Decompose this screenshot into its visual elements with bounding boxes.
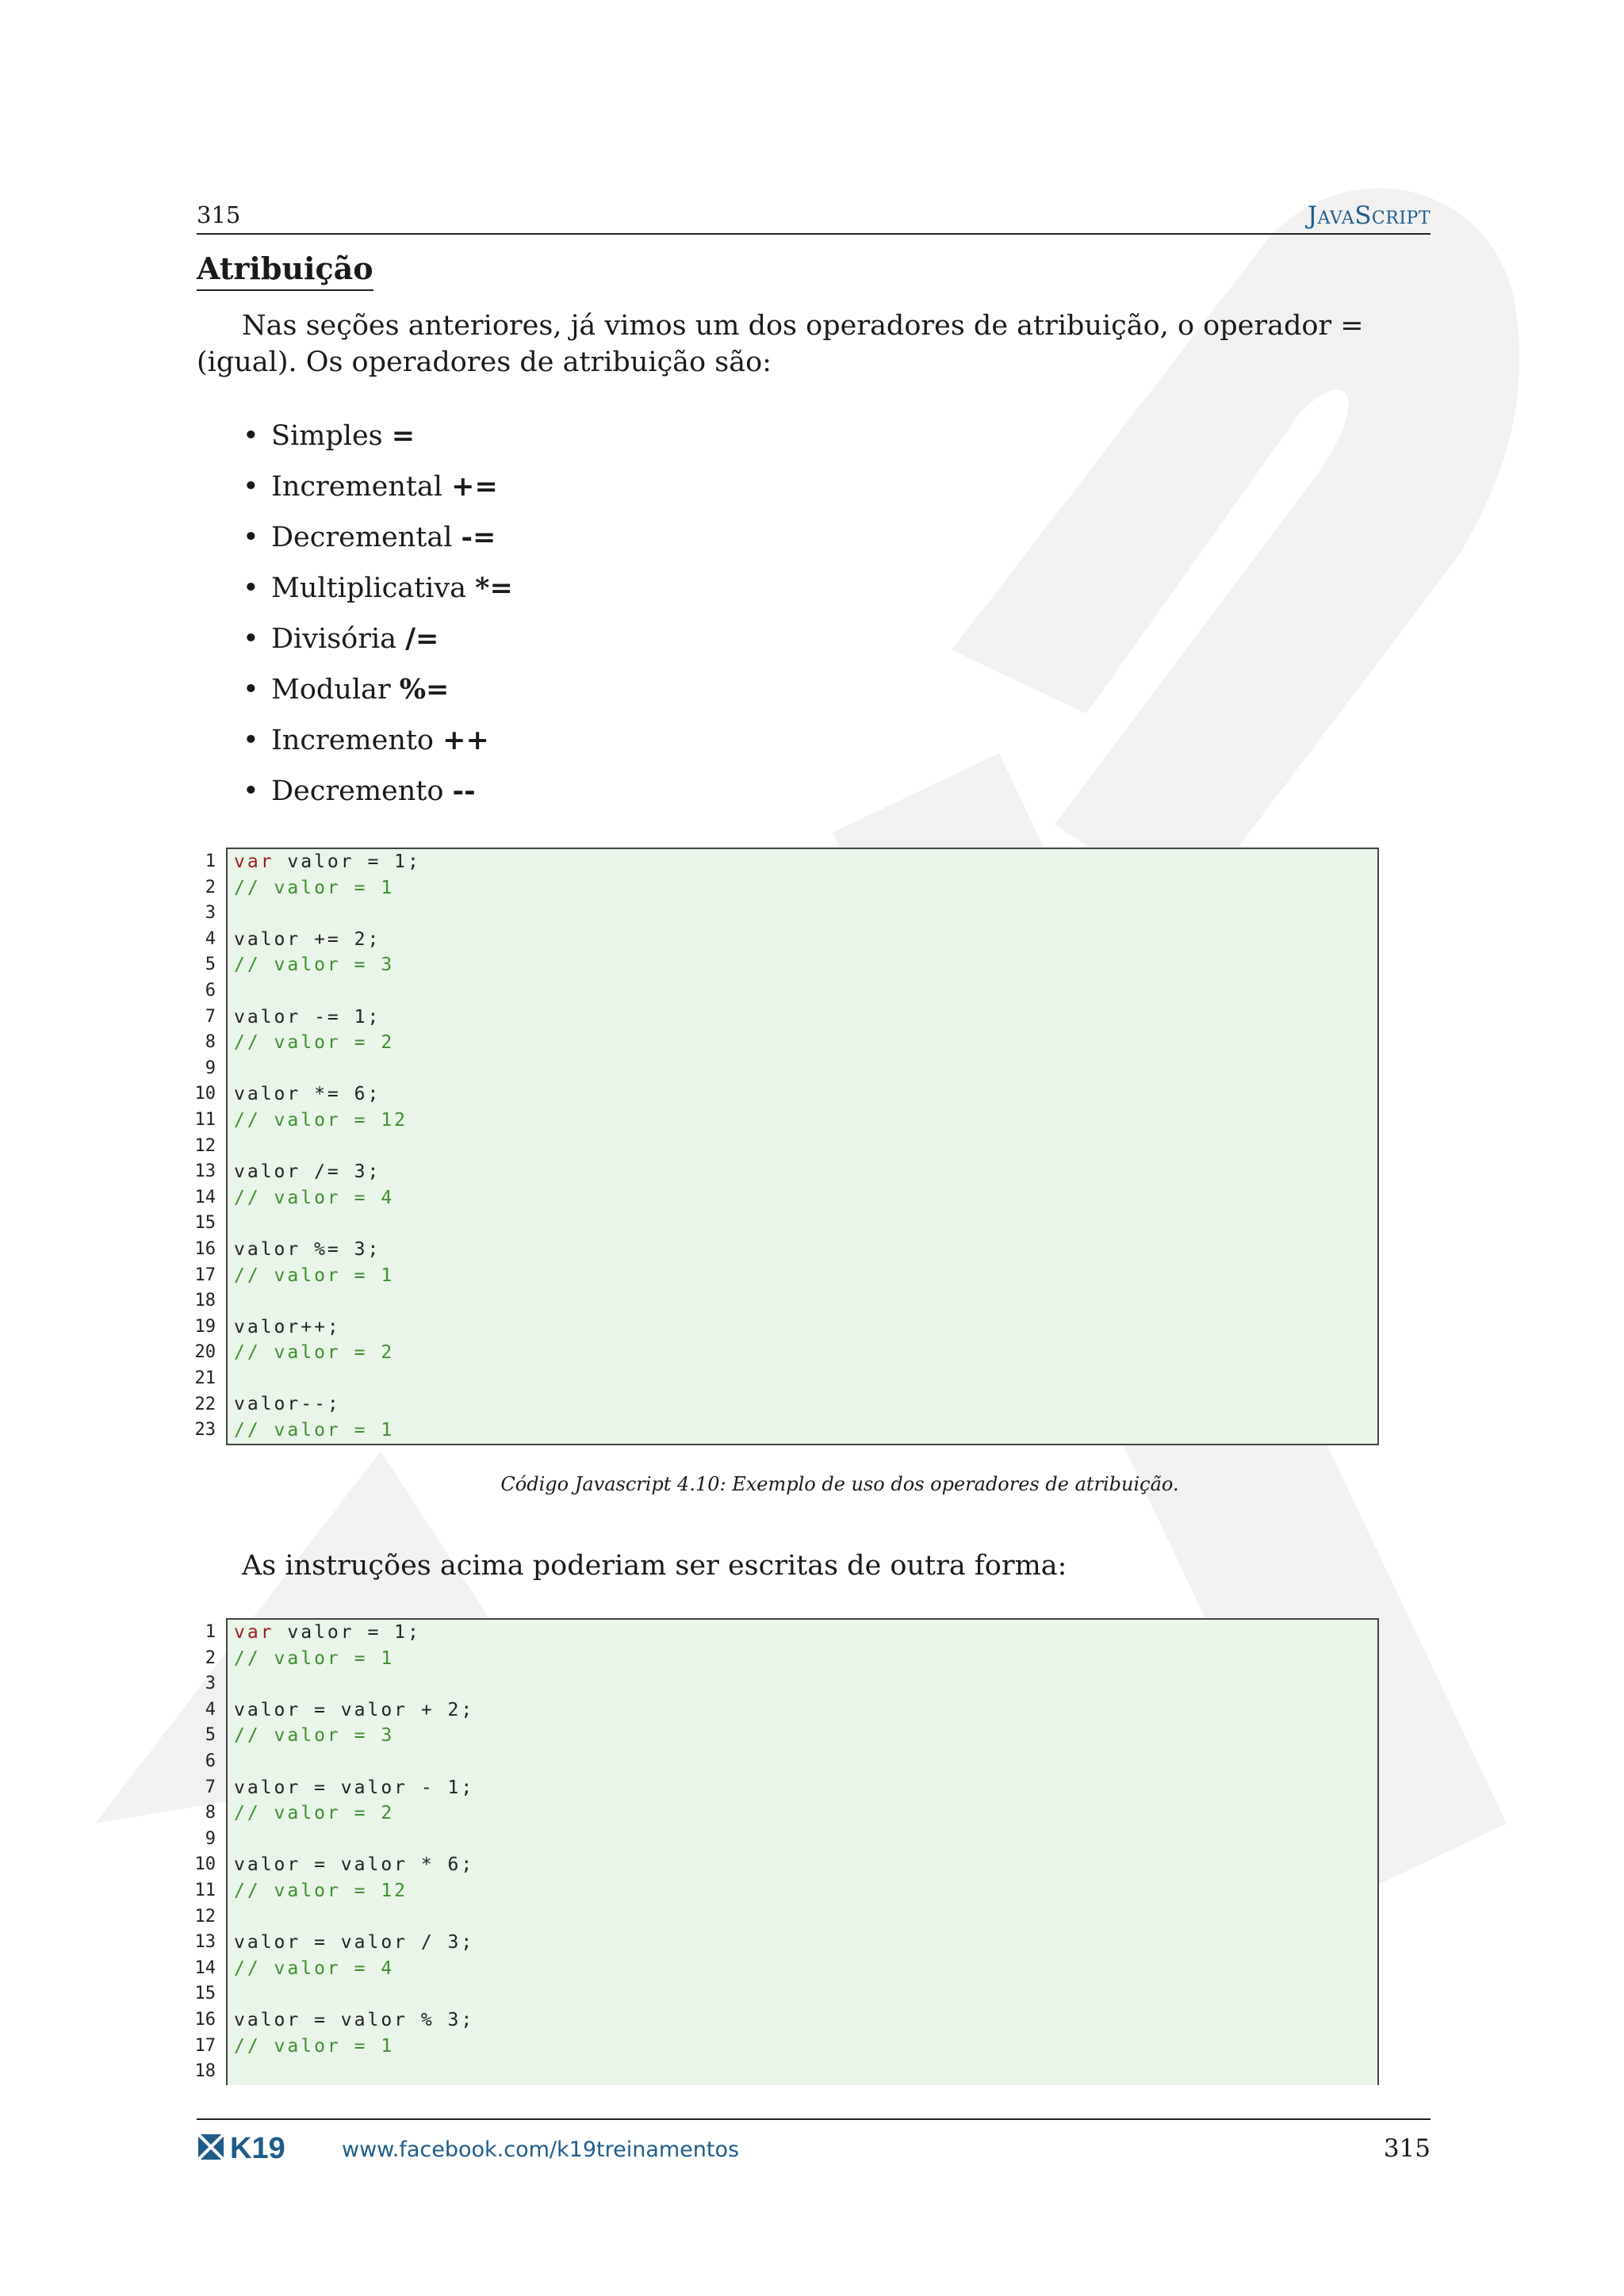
line-number: 20 (194, 1342, 216, 1363)
footer-url-link[interactable]: www.facebook.com/k19treinamentos (342, 2137, 740, 2162)
line-number: 19 (194, 1316, 216, 1337)
intro-paragraph: Nas seções anteriores, já vimos um dos operadores de atribuição, o operador = (igual). Os operadores de atribuição são: (197, 310, 1364, 378)
keyword-var: var (234, 851, 274, 872)
line-number: 12 (194, 1135, 216, 1156)
operators-list (238, 418, 513, 824)
svg-text:K19: K19 (230, 2133, 285, 2161)
code-line (228, 1211, 1377, 1237)
line-number: 6 (205, 1751, 216, 1771)
line-number: 16 (194, 2010, 216, 2030)
header-page-number: 315 (197, 201, 241, 228)
line-number: 3 (205, 903, 216, 924)
line-number: 12 (194, 1906, 216, 1927)
line-number: 7 (205, 1006, 216, 1027)
code-line: // valor = 3 (234, 1725, 395, 1747)
code-line: var valor = 1; (234, 1622, 421, 1643)
operator-list-item (238, 570, 513, 621)
line-number: 23 (194, 1420, 216, 1441)
code-line: // valor = 12 (234, 1880, 408, 1901)
line-number: 10 (194, 1084, 216, 1104)
operator-name: Multiplicativa (271, 572, 466, 604)
operator-list-item (238, 469, 513, 519)
code-line (228, 901, 1377, 927)
line-number: 1 (205, 851, 216, 871)
code-line: // valor = 12 (234, 1109, 408, 1131)
code-line (228, 1749, 1377, 1775)
code-line (228, 1827, 1377, 1853)
line-number: 13 (194, 1932, 216, 1953)
code-line: // valor = 2 (234, 1342, 395, 1364)
operator-name: Incremento (271, 725, 434, 756)
listing-caption: Código Javascript 4.10: Exemplo de uso dos operadores de atribuição. (500, 1473, 1179, 1495)
code-line: // valor = 2 (234, 1803, 395, 1824)
operator-list-item (238, 672, 513, 722)
line-number: 14 (194, 1187, 216, 1207)
paragraph-2: As instruções acima poderiam ser escritas de outra forma: (242, 1550, 1067, 1582)
line-number: 21 (194, 1368, 216, 1388)
line-number: 8 (205, 1803, 216, 1823)
line-number: 2 (205, 1647, 216, 1668)
code-line: valor = valor + 2; (234, 1699, 475, 1720)
line-number: 18 (194, 2061, 216, 2082)
line-number: 3 (205, 1674, 216, 1694)
code-line: // valor = 4 (234, 1957, 395, 1979)
code-block (226, 848, 1379, 1445)
code-line: // valor = 1 (234, 2035, 395, 2057)
operator-list-item (238, 773, 513, 824)
line-number: 6 (205, 981, 216, 1001)
operator-symbol: %= (399, 673, 450, 706)
line-number: 15 (194, 1984, 216, 2004)
line-number: 4 (205, 928, 216, 949)
operator-name: Simples (271, 420, 383, 452)
line-number: 5 (205, 955, 216, 975)
line-number: 18 (194, 1291, 216, 1311)
line-number: 13 (194, 1161, 216, 1182)
line-number: 1 (205, 1622, 216, 1642)
line-number: 17 (194, 2035, 216, 2056)
page-footer (197, 2118, 1431, 2168)
code-line: valor /= 3; (234, 1161, 381, 1183)
operator-symbol: = (391, 419, 416, 452)
code-line (228, 1981, 1377, 2007)
k19-logo (197, 2133, 320, 2164)
code-line: valor--; (234, 1394, 341, 1415)
operator-name: Modular (271, 674, 391, 706)
code-line: valor -= 1; (234, 1006, 381, 1027)
code-line: // valor = 1 (234, 1265, 395, 1286)
operator-name: Decremental (271, 522, 453, 553)
line-number: 9 (205, 1828, 216, 1849)
code-line (228, 1134, 1377, 1160)
code-line: valor *= 6; (234, 1084, 381, 1105)
code-line: var valor = 1; (234, 851, 421, 872)
code-line (228, 1366, 1377, 1392)
code-line: valor = valor * 6; (234, 1854, 475, 1876)
operator-symbol: -- (452, 775, 476, 807)
code-line: // valor = 2 (234, 1032, 395, 1054)
code-line (228, 1288, 1377, 1314)
line-number: 11 (194, 1110, 216, 1130)
code-line: // valor = 1 (234, 1420, 395, 1441)
code-line: valor += 2; (234, 928, 381, 950)
code-line: valor = valor % 3; (234, 2009, 475, 2030)
operator-symbol: -= (461, 521, 496, 553)
code-line: // valor = 1 (234, 877, 395, 898)
line-number: 5 (205, 1725, 216, 1746)
code-line: // valor = 4 (234, 1187, 395, 1208)
code-line (228, 1056, 1377, 1082)
code-line: // valor = 1 (234, 1647, 395, 1669)
code-line (228, 978, 1377, 1004)
code-line: valor = valor / 3; (234, 1932, 475, 1954)
code-block (226, 1618, 1379, 2085)
code-line (228, 1671, 1377, 1697)
operator-list-item (238, 722, 513, 773)
line-number: 9 (205, 1058, 216, 1078)
code-line: valor = valor - 1; (234, 1777, 475, 1798)
section-title: Atribuição (197, 251, 373, 291)
line-number: 4 (205, 1699, 216, 1720)
line-number: 2 (205, 877, 216, 897)
operator-name: Decremento (271, 775, 444, 807)
operator-list-item (238, 418, 513, 469)
line-number: 11 (194, 1881, 216, 1900)
operator-name: Incremental (271, 471, 442, 503)
line-number: 17 (194, 1265, 216, 1285)
keyword-var: var (234, 1622, 274, 1643)
operator-symbol: ++ (442, 724, 489, 756)
operator-name: Divisória (271, 623, 397, 655)
operator-symbol: /= (405, 622, 439, 655)
code-line (228, 1904, 1377, 1931)
code-line: valor++; (234, 1316, 341, 1337)
line-number: 22 (194, 1394, 216, 1414)
line-number: 7 (205, 1777, 216, 1797)
code-line (228, 2059, 1377, 2085)
code-line: // valor = 3 (234, 955, 395, 976)
line-number: 16 (194, 1239, 216, 1259)
operator-symbol: *= (475, 572, 513, 604)
header-chapter-title: JavaScript (1307, 201, 1431, 230)
operator-list-item (238, 621, 513, 672)
code-line: valor %= 3; (234, 1238, 381, 1260)
line-number: 8 (205, 1032, 216, 1053)
operator-list-item (238, 519, 513, 570)
line-number: 10 (194, 1854, 216, 1875)
line-number: 15 (194, 1213, 216, 1234)
line-number: 14 (194, 1957, 216, 1978)
page-header (197, 197, 1431, 235)
operator-symbol: += (451, 470, 498, 503)
footer-page-number: 315 (1383, 2134, 1431, 2163)
